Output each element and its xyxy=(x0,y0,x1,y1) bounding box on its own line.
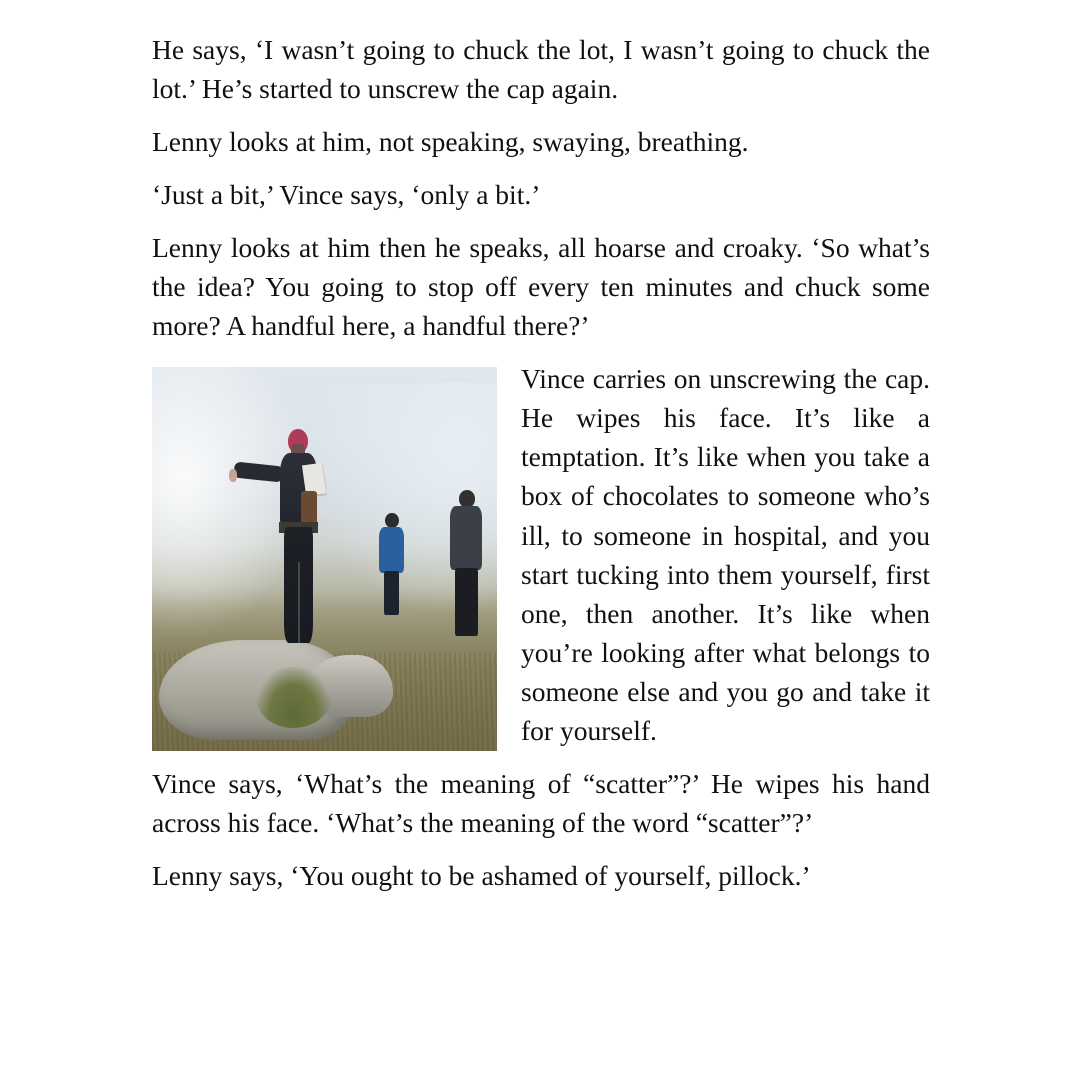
person-right-torso xyxy=(450,506,482,570)
person-blue-head xyxy=(385,513,399,528)
paragraph-5: Vince carries on unscrewing the cap. He wipes his face. It’s like a temptation. It’s like when you take a box of chocolates to someone who’s ill, to someone in hospital, and you start tucking into them yourself, first one, then another. It’s like when you’re looking after what belongs to someone else and you go and take it for yourself. xyxy=(521,363,930,746)
person-right-edge xyxy=(449,490,490,636)
grass-tuft xyxy=(256,667,332,728)
person-leg-gap xyxy=(298,562,300,642)
paragraph-1: He says, ‘I wasn’t going to chuck the lot, I wasn’t going to chuck the lot.’ He’s started to unscrew the cap again. xyxy=(152,34,930,105)
hillside-photo xyxy=(152,367,497,751)
person-blue-torso xyxy=(379,527,404,573)
person-blue-legs xyxy=(384,571,399,615)
paragraph-6: Vince says, ‘What’s the meaning of “scatter”?’ He wipes his hand across his face. ‘What’s the meaning of the word “scatter”?’ xyxy=(152,767,930,838)
person-standing-main xyxy=(266,429,332,652)
paragraph-4: Lenny looks at him then he speaks, all hoarse and croaky. ‘So what’s the idea? You going to stop off every ten minutes and chuck some more? A handful here, a handful there?’ xyxy=(152,232,930,342)
text-column xyxy=(152,30,930,895)
person-hand xyxy=(229,469,237,482)
paragraph-3: ‘Just a bit,’ Vince says, ‘only a bit.’ xyxy=(152,179,541,211)
person-right-head xyxy=(459,490,476,508)
person-distant-blue xyxy=(376,513,407,613)
paragraph-2: Lenny looks at him, not speaking, swaying, breathing. xyxy=(152,126,749,158)
paragraph-7: Lenny says, ‘You ought to be ashamed of yourself, pillock.’ xyxy=(152,859,811,891)
person-right-legs xyxy=(455,568,477,637)
